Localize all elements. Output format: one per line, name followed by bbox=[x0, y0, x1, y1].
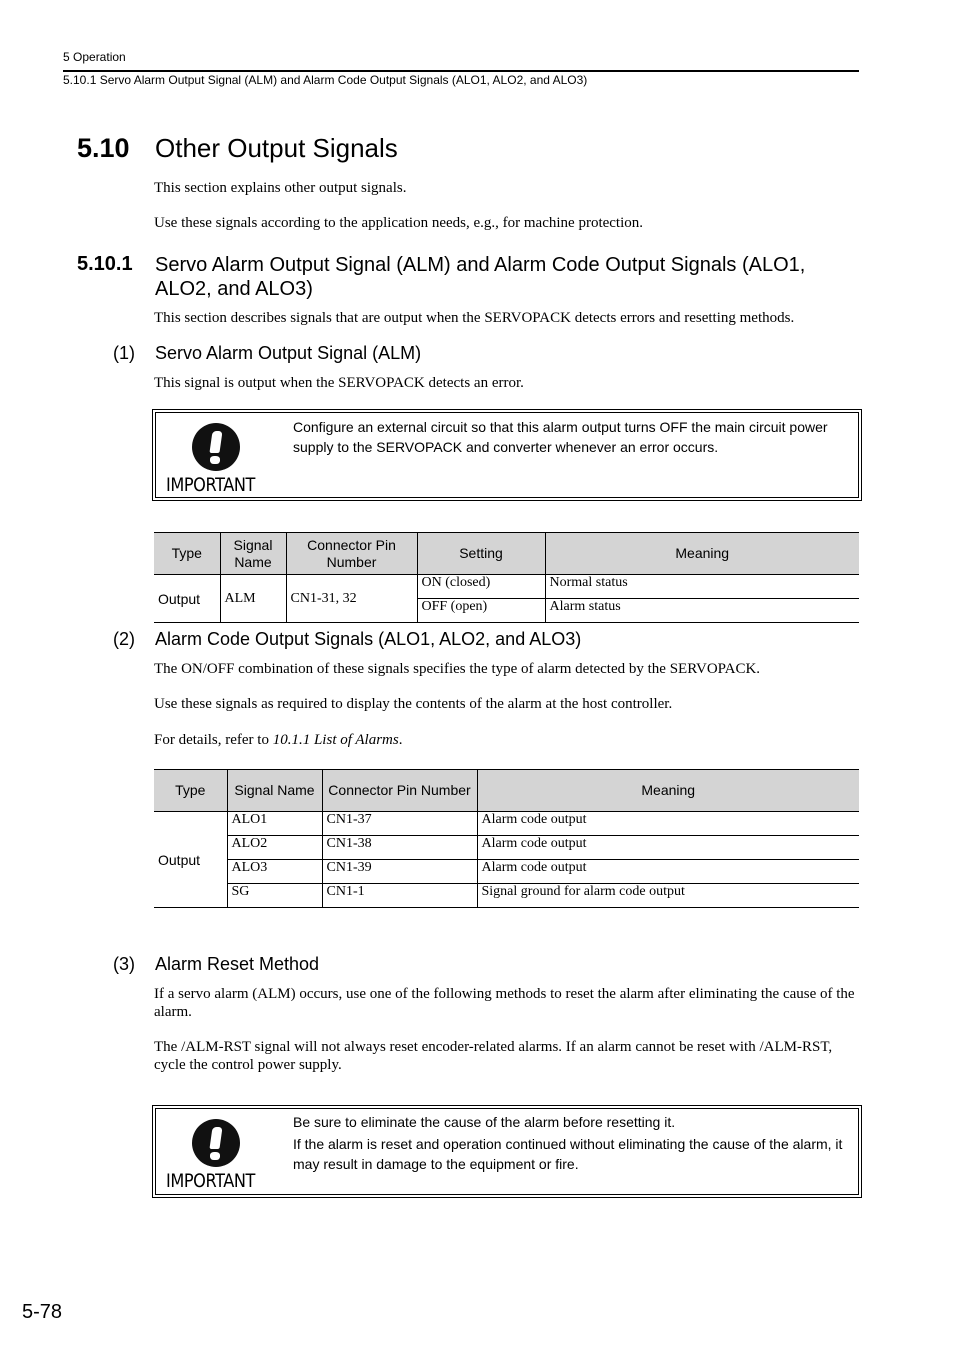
cell-signal: SG bbox=[227, 884, 322, 908]
cell-signal: ALO1 bbox=[227, 812, 322, 836]
part2-para3: For details, refer to 10.1.1 List of Alarms. bbox=[154, 732, 403, 748]
table-row bbox=[154, 836, 859, 860]
cell-meaning: Alarm code output bbox=[477, 812, 859, 836]
part2-title: Alarm Code Output Signals (ALO1, ALO2, and ALO3) bbox=[155, 629, 582, 649]
cell-meaning: Signal ground for alarm code output bbox=[477, 884, 859, 908]
important-label: IMPORTANT bbox=[166, 1170, 255, 1192]
subsection-number: 5.10.1 bbox=[77, 253, 133, 275]
part3-para2: The /ALM-RST signal will not always reset encoder-related alarms. If an alarm cannot be reset with /ALM-RST, cycle the control power supply. bbox=[154, 1039, 833, 1073]
important-line-1: Be sure to eliminate the cause of the alarm before resetting it. bbox=[293, 1114, 676, 1130]
subsection-title: Servo Alarm Output Signal (ALM) and Alarm Code Output Signals (ALO1, ALO2, and ALO3) bbox=[155, 254, 806, 300]
col-header-type: Type bbox=[154, 533, 220, 575]
cell-pin: CN1-38 bbox=[322, 836, 477, 860]
cell-signal: ALM bbox=[220, 575, 286, 623]
cell-signal: ALO3 bbox=[227, 860, 322, 884]
section-usage: Use these signals according to the application needs, e.g., for machine protection. bbox=[154, 215, 644, 231]
part2-para2: Use these signals as required to display the contents of the alarm at the host controller. bbox=[154, 696, 673, 712]
cell-setting: ON (closed) bbox=[417, 575, 545, 599]
cell-type: Output bbox=[154, 812, 227, 908]
cell-meaning: Normal status bbox=[545, 575, 859, 599]
cell-meaning: Alarm code output bbox=[477, 836, 859, 860]
col-header-signal-name: Signal Name bbox=[220, 533, 286, 575]
col-header-setting: Setting bbox=[417, 533, 545, 575]
col-header-meaning: Meaning bbox=[477, 770, 859, 812]
part1-description: This signal is output when the SERVOPACK detects an error. bbox=[154, 375, 524, 391]
cell-meaning: Alarm status bbox=[545, 599, 859, 623]
cell-pin: CN1-31, 32 bbox=[286, 575, 417, 623]
important-line-2: If the alarm is reset and operation continued without eliminating the cause of the alarm, it may result in damage to the equipment or fire. bbox=[293, 1136, 843, 1172]
section-number: 5.10 bbox=[77, 133, 130, 163]
cell-setting: OFF (open) bbox=[417, 599, 545, 623]
important-label: IMPORTANT bbox=[166, 474, 255, 496]
part3-title: Alarm Reset Method bbox=[155, 954, 320, 974]
important-box-1 bbox=[152, 409, 862, 501]
part3-para1: If a servo alarm (ALM) occurs, use one of the following methods to reset the alarm after eliminating the cause of the alarm. bbox=[154, 986, 855, 1020]
table-row bbox=[154, 575, 859, 599]
important-text: Configure an external circuit so that this alarm output turns OFF the main circuit power supply to the SERVOPACK and converter whenever an error occurs. bbox=[293, 419, 828, 455]
part1-number: (1) bbox=[113, 343, 135, 363]
cell-pin: CN1-1 bbox=[322, 884, 477, 908]
cell-signal: ALO2 bbox=[227, 836, 322, 860]
col-header-connector-pin: Connector Pin Number bbox=[286, 533, 417, 575]
page-number: 5-78 bbox=[22, 1301, 63, 1323]
running-header-section: 5.10.1 Servo Alarm Output Signal (ALM) and Alarm Code Output Signals (ALO1, ALO2, and ALO3) bbox=[63, 73, 588, 87]
exclamation-icon bbox=[192, 423, 240, 471]
part3-number: (3) bbox=[113, 954, 135, 974]
alarm-output-table bbox=[154, 532, 859, 623]
running-header-chapter: 5 Operation bbox=[63, 50, 126, 64]
header-rule bbox=[63, 70, 859, 72]
table-row bbox=[154, 812, 859, 836]
table-row bbox=[154, 860, 859, 884]
section-intro: This section explains other output signals. bbox=[154, 180, 407, 196]
cell-pin: CN1-39 bbox=[322, 860, 477, 884]
exclamation-icon bbox=[192, 1119, 240, 1167]
cell-pin: CN1-37 bbox=[322, 812, 477, 836]
col-header-signal-name: Signal Name bbox=[227, 770, 322, 812]
cell-type: Output bbox=[154, 575, 220, 623]
important-box-2 bbox=[152, 1105, 862, 1198]
table-row bbox=[154, 884, 859, 908]
cross-reference-link[interactable]: 10.1.1 List of Alarms bbox=[272, 732, 399, 748]
section-title: Other Output Signals bbox=[155, 133, 398, 163]
part2-number: (2) bbox=[113, 629, 135, 649]
col-header-connector-pin: Connector Pin Number bbox=[322, 770, 477, 812]
alarm-code-table bbox=[154, 769, 859, 908]
part1-title: Servo Alarm Output Signal (ALM) bbox=[155, 343, 422, 363]
cell-meaning: Alarm code output bbox=[477, 860, 859, 884]
col-header-type: Type bbox=[154, 770, 227, 812]
col-header-meaning: Meaning bbox=[545, 533, 859, 575]
part2-para1: The ON/OFF combination of these signals specifies the type of alarm detected by the SERVOPACK. bbox=[154, 661, 761, 677]
subsection-intro: This section describes signals that are output when the SERVOPACK detects errors and resetting methods. bbox=[154, 310, 795, 326]
